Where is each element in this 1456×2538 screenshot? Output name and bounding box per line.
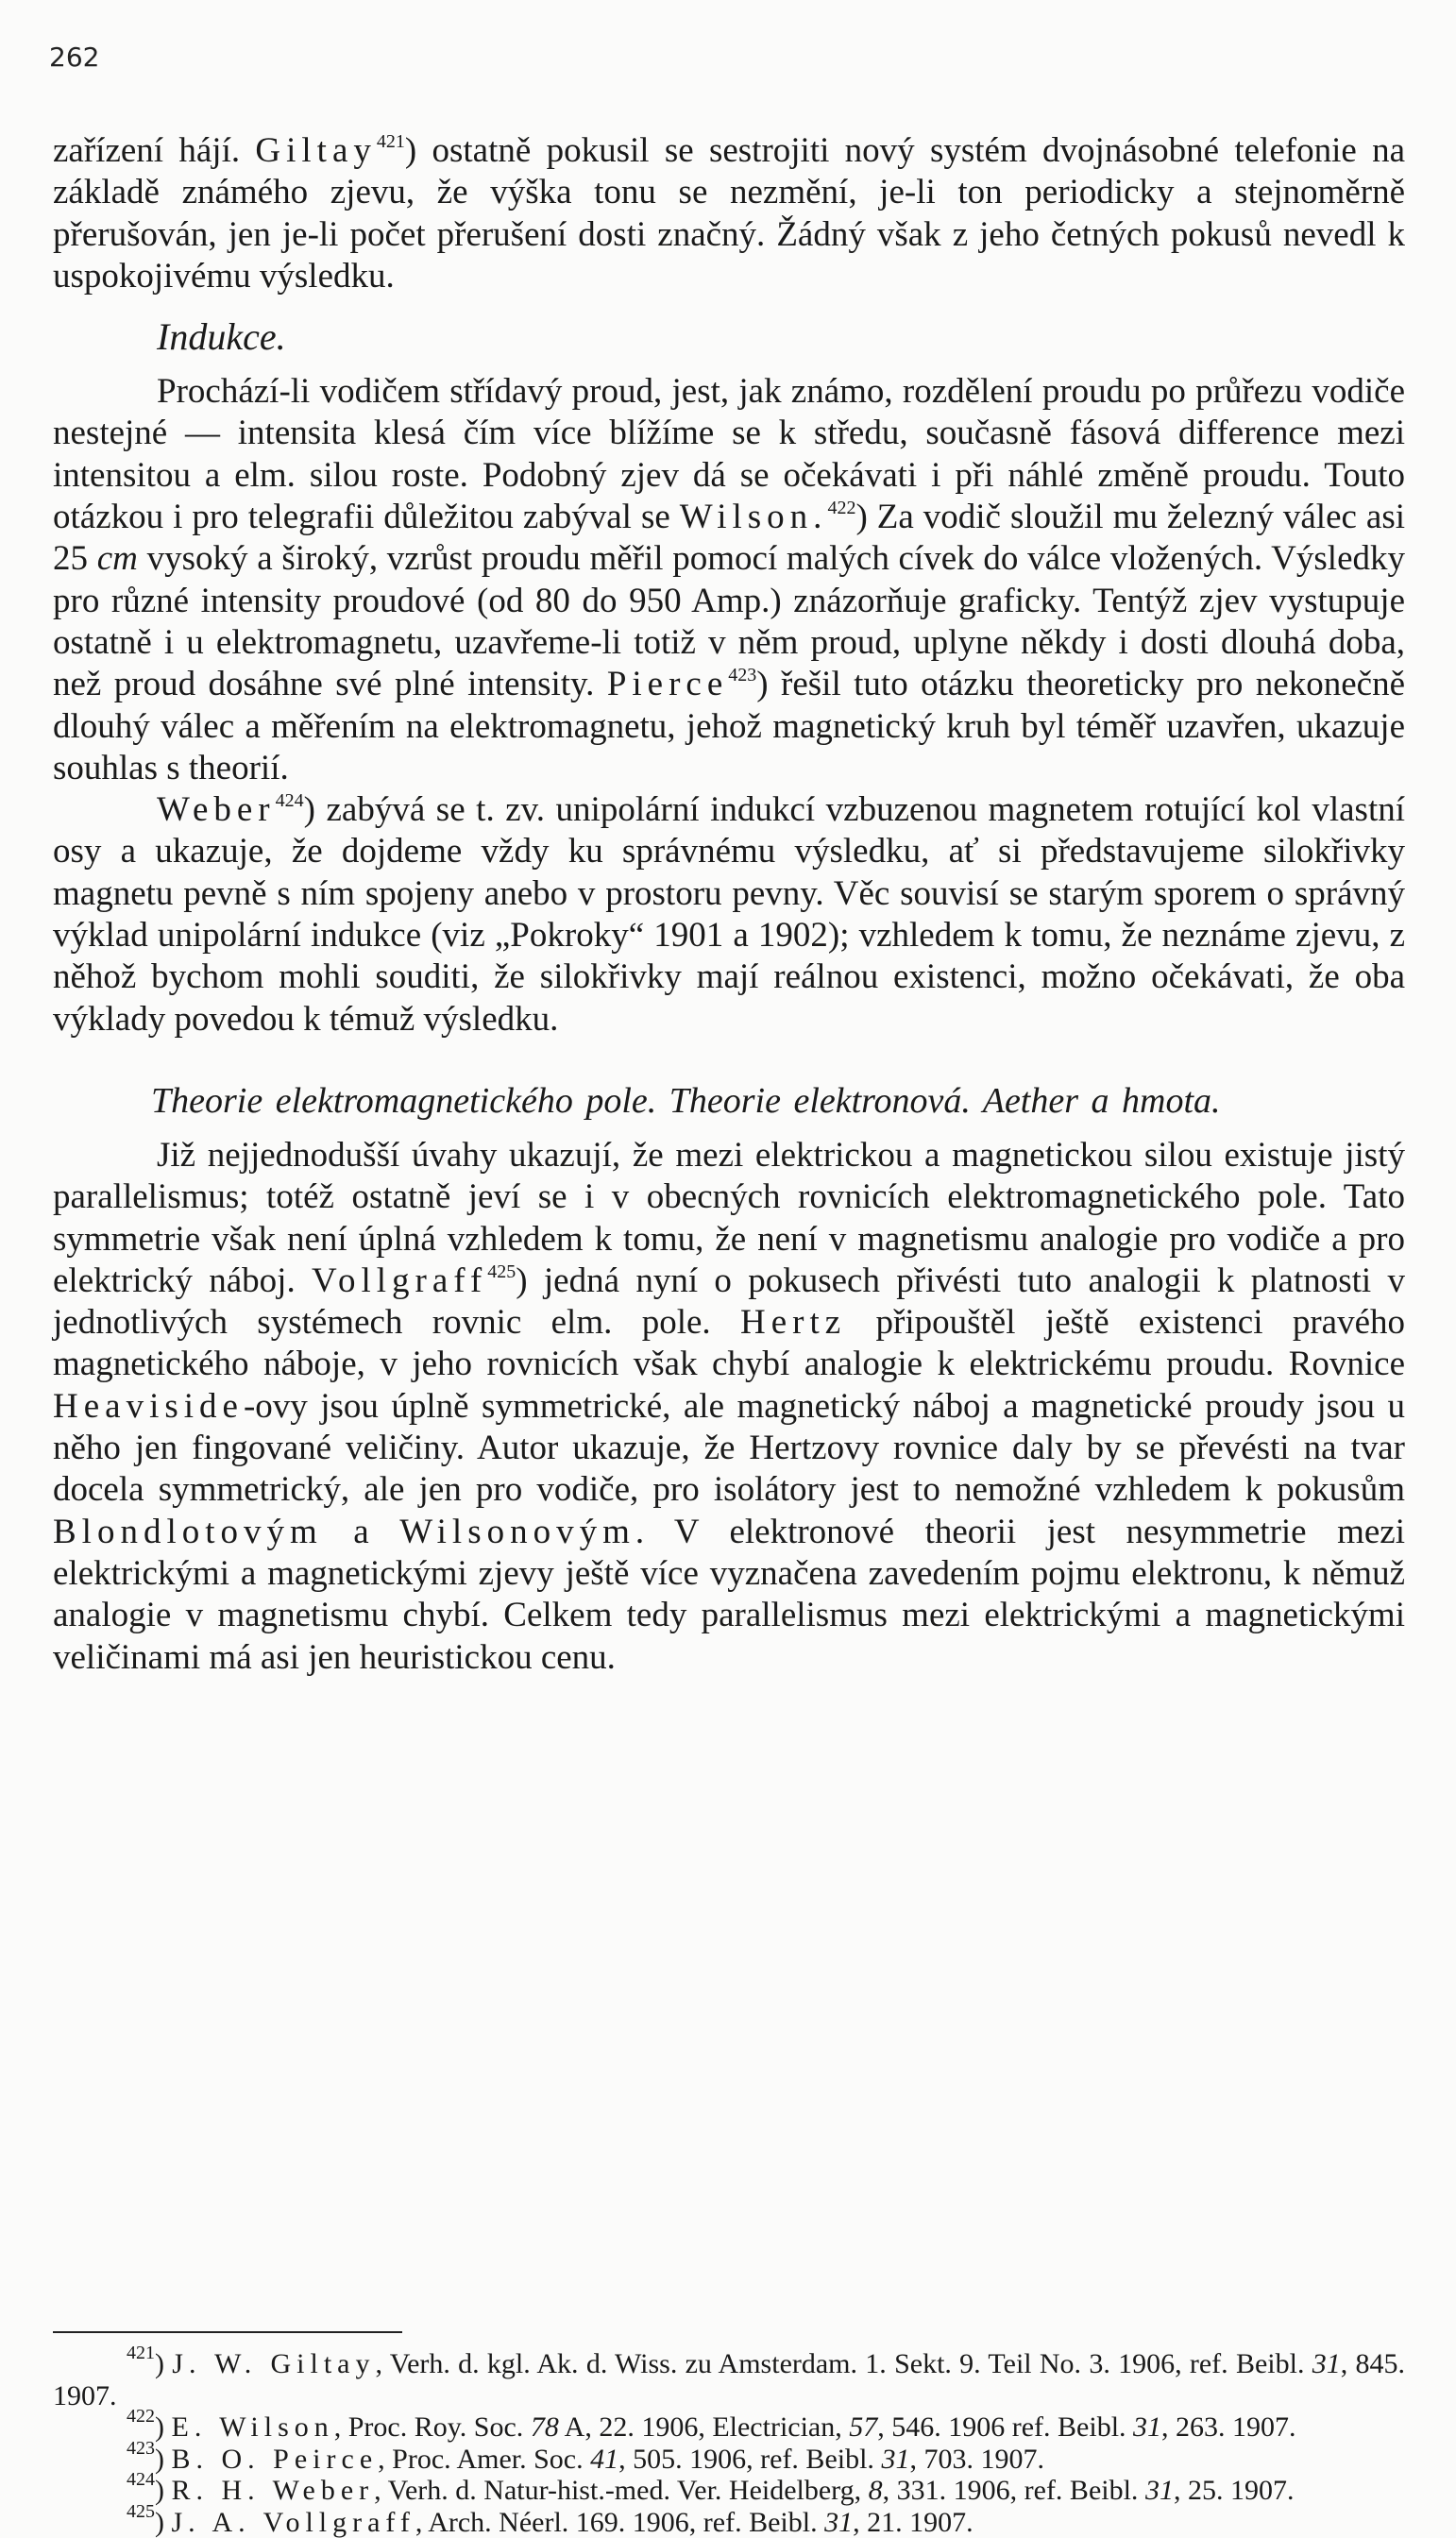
- body-text: ) Za vodič sloužil mu železný válec asi 25: [53, 498, 1405, 578]
- volume-number: 31: [881, 2444, 909, 2475]
- footnote-ref: 424: [276, 790, 304, 811]
- volume-number: 8: [869, 2475, 883, 2506]
- footnote-number: 424: [127, 2469, 155, 2490]
- footnote-number: 423: [127, 2438, 155, 2459]
- body-text: ) řešil tuto otázku theoreticky pro nekonečně dlouhý válec a měřením na elektromagnetu, jehož magnetický kruh byl téměř uzavřen, ukazuje souhlas s theorií.: [53, 665, 1405, 787]
- author-name: Pierce: [607, 665, 728, 703]
- footnote-text: , 263. 1907.: [1161, 2411, 1296, 2443]
- body-text: Již nejjednodušší úvahy ukazují, že mezi elektrickou a magnetickou silou existuje jistý parallelismus; totéž ostatně jeví se i v obecných rovnicích elektromagnetického pole. Tato symmetrie však není úplná vzhledem k tomu, že není v magnetismu analogie pro vodiče a pro elektrický náboj.: [53, 1136, 1405, 1300]
- footnote-text: , 25. 1907.: [1174, 2475, 1295, 2506]
- author-name: Vollgraff: [312, 1261, 487, 1300]
- body-text: připouštěl ještě existenci pravého magnetického náboje, v jeho rovnicích však chybí analogie k elektrickému proudu. Rovnice: [53, 1303, 1405, 1383]
- author-name: Wilson.: [680, 498, 828, 536]
- volume-number: 31: [1145, 2475, 1174, 2506]
- author-name: Hertz: [740, 1303, 846, 1342]
- footnote-ref: 421: [377, 131, 405, 152]
- section-heading-theorie: Theorie elektromagnetického pole. Theorie elektronová. Aether a hmota.: [53, 1080, 1405, 1122]
- body-text: a: [323, 1513, 399, 1551]
- footnote-text: , 505. 1906, ref. Beibl.: [618, 2444, 881, 2475]
- footnotes: [53, 2348, 1405, 2538]
- footnote-ref: 423: [728, 665, 756, 685]
- body-text: -ovy jsou úplně symmetrické, ale magnetický náboj a magnetické proudy jsou u něho jen fingované veličiny. Autor ukazuje, že Hertzovy rovnice daly by se převésti na tvar docela symmetrický, ale jen pro vodiče, pro isolátory jest to nemožné vzhledem k pokusům: [53, 1387, 1405, 1510]
- footnote-421: $^{421}$) J. W. Giltay, Verh. d. kgl. Ak. d. Wiss. zu Amsterdam. 1. Sekt. 9. Teil No. 3. 1906, ref. Beibl. 31, 845. 1907.: [53, 2348, 1405, 2411]
- footnote-424: $^{424}$) R. H. Weber, Verh. d. Natur-hist.-med. Ver. Heidelberg, 8, 331. 1906, ref. Beibl. 31, 25. 1907.: [53, 2475, 1405, 2507]
- footnote-text: , 845. 1907.: [53, 2348, 1405, 2411]
- unit-text: cm: [97, 539, 138, 578]
- footnote-text: , 331. 1906, ref. Beibl.: [883, 2475, 1145, 2506]
- footnote-divider: [53, 2331, 402, 2333]
- footnote-ref: 425: [487, 1261, 516, 1282]
- weber-paragraph: [53, 789, 1405, 1041]
- footnote-author: J. W. Giltay: [172, 2348, 375, 2379]
- volume-number: 31: [824, 2507, 853, 2538]
- intro-paragraph: [53, 130, 1405, 297]
- body-text: Prochází-li vodičem střídavý proud, jest, jak známo, rozdělení proudu po průřezu vodiče nestejné — intensita klesá čím více blížíme se k středu, současně fásová difference mezi intensitou a elm. silou roste. Podobný zjev dá se očekávati i při náhlé změně proudu. Touto otázkou i pro telegrafii důležitou zabýval se: [53, 372, 1405, 536]
- intro-text: ) ostatně pokusil se sestrojiti nový systém dvojnásobné telefonie na základě známého zjevu, že výška tonu se nezmění, je-li ton periodicky a stejnoměrně přerušován, jen je-li počet přerušení dosti značný. Žádný však z jeho četných pokusů nevedl k uspokojivému výsledku.: [53, 131, 1405, 296]
- footnote-text: , Verh. d. kgl. Ak. d. Wiss. zu Amsterdam. 1. Sekt. 9. Teil No. 3. 1906, ref. Beibl.: [376, 2348, 1312, 2379]
- footnote-text: , 546. 1906 ref. Beibl.: [877, 2411, 1133, 2443]
- footnote-author: B. O. Peirce: [172, 2444, 379, 2475]
- author-name: Heaviside: [53, 1387, 244, 1426]
- footnote-author: E. Wilson: [172, 2411, 334, 2443]
- body-text: ) jedná nyní o pokusech přivésti tuto analogii k platnosti v jednotlivých systémech rovnic elm. pole.: [53, 1261, 1405, 1342]
- indukce-paragraph: [53, 371, 1405, 789]
- footnote-ref: 422: [827, 498, 855, 518]
- footnote-text: , Proc. Amer. Soc.: [378, 2444, 590, 2475]
- footnote-author: R. H. Weber: [172, 2475, 375, 2506]
- body-text: ) zabývá se t. zv. unipolární indukcí vzbuzenou magnetem rotující kol vlastní osy a ukazuje, že dojdeme vždy ku správnému výsledku, ať si představujeme silokřivky magnetu pevně s ním spojeny anebo v prostoru pevny. Věc souvisí se starým sporem o správný výklad unipolární indukce (viz „Pokroky“ 1901 a 1902); vzhledem k tomu, že neznáme zjevu, z něhož bychom mohli souditi, že silokřivky mají reálnou existenci, možno očekávati, že oba výklady povedou k témuž výsledku.: [53, 790, 1405, 1038]
- footnote-423: $^{423}$) B. O. Peirce, Proc. Amer. Soc. 41, 505. 1906, ref. Beibl. 31, 703. 1907.: [53, 2444, 1405, 2476]
- footnote-number: 421: [127, 2343, 155, 2363]
- body-text: . V elektronové theorii jest nesymmetrie mezi elektrickými a magnetickými zjevy ještě více vyznačena zavedením pojmu elektronu, k němuž analogie v magnetismu chybí. Celkem tedy parallelismus mezi elektrickými a magnetickými veličinami má asi jen heuristickou cenu.: [53, 1513, 1405, 1677]
- footnote-text: , Arch. Néerl. 169. 1906, ref. Beibl.: [415, 2507, 824, 2538]
- footnote-text: , 21. 1907.: [853, 2507, 973, 2538]
- author-name: Wilsonovým: [399, 1513, 635, 1551]
- footnote-text: , Proc. Roy. Soc.: [334, 2411, 531, 2443]
- footnote-422: $^{422}$) E. Wilson, Proc. Roy. Soc. 78 A, 22. 1906, Electrician, 57, 546. 1906 ref. Beibl. 31, 263. 1907.: [53, 2411, 1405, 2444]
- author-name: Weber: [157, 790, 276, 829]
- volume-number: 57: [849, 2411, 877, 2443]
- volume-number: 41: [590, 2444, 618, 2475]
- footnote-425: $^{425}$) J. A. Vollgraff, Arch. Néerl. 169. 1906, ref. Beibl. 31, 21. 1907.: [53, 2507, 1405, 2538]
- main-text: [53, 130, 1405, 1679]
- theorie-paragraph: [53, 1135, 1405, 1679]
- author-name: Giltay: [255, 131, 376, 170]
- footnote-text: A, 22. 1906, Electrician,: [559, 2411, 849, 2443]
- author-name: Blondlotovým: [53, 1513, 323, 1551]
- footnote-number: 422: [127, 2406, 155, 2427]
- body-text: vysoký a široký, vzrůst proudu měřil pomocí malých cívek do válce vložených. Výsledky pro různé intensity proudové (od 80 do 950 Amp.) znázorňuje graficky. Tentýž zjev vystupuje ostatně i u elektromagnetu, uzavřeme-li totiž v něm proud, uplyne někdy i dosti dlouhá doba, než proud dosáhne své plné intensity.: [53, 539, 1405, 703]
- intro-text: zařízení hájí.: [53, 131, 255, 170]
- footnote-text: , Verh. d. Natur-hist.-med. Ver. Heidelberg,: [374, 2475, 868, 2506]
- volume-number: 78: [531, 2411, 559, 2443]
- page-number: 262: [49, 42, 99, 73]
- footnote-number: 425: [127, 2501, 155, 2522]
- footnote-text: , 703. 1907.: [909, 2444, 1044, 2475]
- section-heading-indukce: Indukce.: [53, 316, 1405, 358]
- volume-number: 31: [1133, 2411, 1161, 2443]
- volume-number: 31: [1312, 2348, 1341, 2379]
- footnote-author: J. A. Vollgraff: [172, 2507, 415, 2538]
